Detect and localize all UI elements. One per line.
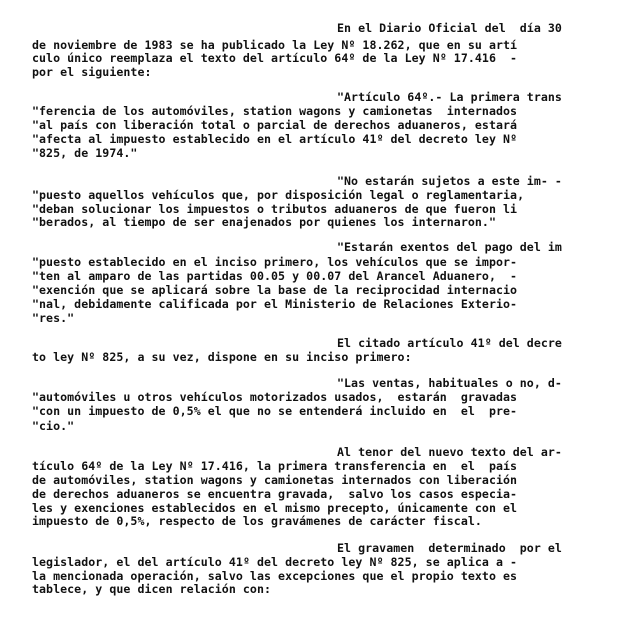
paragraph-3-line-4: "berados, al tiempo de ser enajenados por quienes los internaron." xyxy=(32,215,496,229)
paragraph-2-line-4: "afecta al impuesto establecido en el artículo 41º del decreto ley Nº xyxy=(32,132,518,146)
paragraph-6-line-2: "automóviles u otros vehículos motorizados usados, estarán gravadas xyxy=(32,390,518,404)
paragraph-7-line-5: les y exenciones establecidos en el mismo precepto, únicamente con el xyxy=(32,501,518,515)
paragraph-7-line-2: tículo 64º de la Ley Nº 17.416, la primera transferencia en el país xyxy=(32,459,518,473)
paragraph-2-line-1: "Artículo 64º.- La primera trans xyxy=(337,90,562,104)
paragraph-6-line-3: "con un impuesto de 0,5% el que no se entenderá incluido en el pre- xyxy=(32,404,518,418)
paragraph-4-line-6: "res." xyxy=(32,311,75,325)
paragraph-8-line-4: tablece, y que dicen relación con: xyxy=(32,582,272,596)
paragraph-7-line-3: de automóviles, station wagons y camionetas internados con liberación xyxy=(32,473,518,487)
paragraph-4-line-5: "nal, debidamente calificada por el Ministerio de Relaciones Exterio- xyxy=(32,297,518,311)
paragraph-1-line-1: En el Diario Oficial del día 30 xyxy=(337,21,562,35)
paragraph-2-line-3: "al país con liberación total o parcial de derechos aduaneros, estará xyxy=(32,118,518,132)
paragraph-3-line-1: "No estarán sujetos a este im- - xyxy=(337,174,562,188)
paragraph-2-line-2: "ferencia de los automóviles, station wagons y camionetas internados xyxy=(32,104,518,118)
paragraph-8-line-1: El gravamen determinado por el xyxy=(337,541,562,555)
paragraph-1-line-3: culo único reemplaza el texto del artículo 64º de la Ley Nº 17.416 - xyxy=(32,51,518,65)
paragraph-8-line-3: la mencionada operación, salvo las excepciones que el propio texto es xyxy=(32,569,518,583)
paragraph-4-line-3: "ten al amparo de las partidas 00.05 y 00.07 del Arancel Aduanero, - xyxy=(32,269,518,283)
paragraph-1-line-4: por el siguiente: xyxy=(32,65,152,79)
paragraph-1-line-2: de noviembre de 1983 se ha publicado la Ley Nº 18.262, que en su artí xyxy=(32,38,518,52)
paragraph-7-line-1: Al tenor del nuevo texto del ar- xyxy=(337,445,562,459)
paragraph-5-line-1: El citado artículo 41º del decre xyxy=(337,336,562,350)
paragraph-2-line-5: "825, de 1974." xyxy=(32,146,138,160)
paragraph-6-line-4: "cio." xyxy=(32,419,75,433)
paragraph-4-line-1: "Estarán exentos del pago del im xyxy=(337,240,562,254)
paragraph-4-line-4: "exención que se aplicará sobre la base de la reciprocidad internacio xyxy=(32,283,518,297)
paragraph-4-line-2: "puesto establecido en el inciso primero, los vehículos que se impor- xyxy=(32,255,518,269)
paragraph-7-line-6: impuesto de 0,5%, respecto de los gravámenes de carácter fiscal. xyxy=(32,514,482,528)
paragraph-3-line-2: "puesto aquellos vehículos que, por disposición legal o reglamentaria, xyxy=(32,188,525,202)
paragraph-8-line-2: legislador, el del artículo 41º del decreto ley Nº 825, se aplica a - xyxy=(32,555,518,569)
paragraph-5-line-2: to ley Nº 825, a su vez, dispone en su inciso primero: xyxy=(32,350,412,364)
paragraph-3-line-3: "deban solucionar los impuestos o tributos aduaneros de que fueron li xyxy=(32,202,518,216)
paragraph-6-line-1: "Las ventas, habituales o no, d- xyxy=(337,376,562,390)
paragraph-7-line-4: de derechos aduaneros se encuentra gravada, salvo los casos especia- xyxy=(32,487,518,501)
